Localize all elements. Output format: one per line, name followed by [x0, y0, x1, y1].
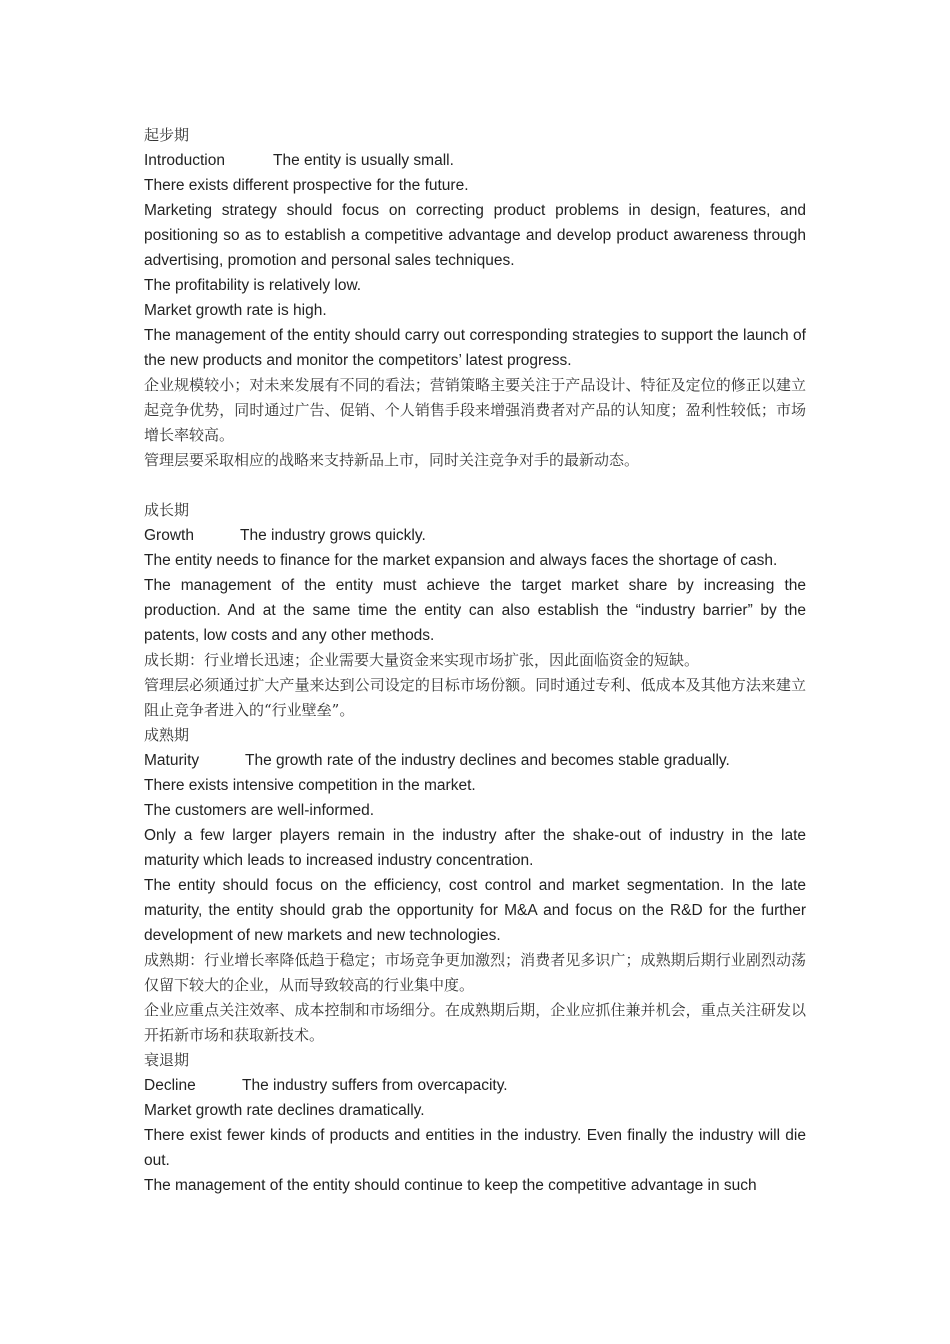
chinese-paragraph: 管理层必须通过扩大产量来达到公司设定的目标市场份额。同时通过专利、低成本及其他方法来建立阻止竞争者进入的“行业壁垒”。: [144, 676, 806, 719]
paragraph: Market growth rate is high.: [144, 302, 327, 319]
paragraph: The profitability is relatively low.: [144, 277, 362, 294]
stage-line: [144, 148, 806, 173]
stage-name: Maturity: [144, 752, 200, 769]
paragraph: There exists intensive competition in the market.: [144, 777, 476, 794]
stage-name: Growth: [144, 527, 194, 544]
section-heading: 衰退期: [144, 1051, 190, 1069]
stage-name: Introduction: [144, 152, 225, 169]
stage-description: The entity is usually small.: [273, 152, 454, 169]
stage-description: The industry grows quickly.: [240, 527, 426, 544]
section-introduction: [144, 123, 806, 473]
chinese-paragraph: 成长期：行业增长迅速；企业需要大量资金来实现市场扩张，因此面临资金的短缺。: [144, 651, 700, 669]
paragraph: The entity should focus on the efficiency, cost control and market segmentation. In the late maturity, the entity should grab the opportunity for M&A and focus on the R&D for the further development of new markets and new technologies.: [144, 877, 806, 944]
paragraph: The entity needs to finance for the market expansion and always faces the shortage of cash.: [144, 552, 778, 569]
paragraph: There exists different prospective for the future.: [144, 177, 469, 194]
section-heading: 成熟期: [144, 726, 190, 744]
section-growth: [144, 498, 806, 723]
stage-line: [144, 1073, 806, 1098]
paragraph: There exist fewer kinds of products and entities in the industry. Even finally the industry will die out.: [144, 1127, 806, 1169]
chinese-paragraph: 成熟期：行业增长率降低趋于稳定；市场竞争更加激烈；消费者见多识广；成熟期后期行业剧烈动荡仅留下较大的企业，从而导致较高的行业集中度。: [144, 951, 806, 994]
stage-line: [144, 748, 806, 773]
paragraph: The management of the entity should continue to keep the competitive advantage in such: [144, 1177, 757, 1194]
blank-line: [144, 473, 806, 498]
document-page: [144, 123, 806, 1198]
stage-description: The industry suffers from overcapacity.: [242, 1077, 508, 1094]
section-heading: 起步期: [144, 126, 190, 144]
chinese-paragraph: 企业规模较小；对未来发展有不同的看法；营销策略主要关注于产品设计、特征及定位的修正以建立起竞争优势，同时通过广告、促销、个人销售手段来增强消费者对产品的认知度；盈利性较低；市场增长率较高。: [144, 376, 806, 444]
paragraph: Marketing strategy should focus on correcting product problems in design, features, and positioning so as to establish a competitive advantage and develop product awareness through advertising, promotion and personal sales techniques.: [144, 202, 806, 269]
paragraph: Only a few larger players remain in the industry after the shake-out of industry in the late maturity which leads to increased industry concentration.: [144, 827, 806, 869]
paragraph: The management of the entity must achieve the target market share by increasing the production. And at the same time the entity can also establish the “industry barrier” by the patents, low costs and any other methods.: [144, 577, 806, 644]
stage-name: Decline: [144, 1077, 196, 1094]
stage-line: [144, 523, 806, 548]
stage-description: The growth rate of the industry declines and becomes stable gradually.: [245, 752, 730, 769]
section-heading: 成长期: [144, 501, 190, 519]
section-decline: [144, 1048, 806, 1198]
paragraph: The management of the entity should carry out corresponding strategies to support the launch of the new products and monitor the competitors’ latest progress.: [144, 327, 806, 369]
chinese-paragraph: 管理层要采取相应的战略来支持新品上市，同时关注竞争对手的最新动态。: [144, 451, 640, 469]
chinese-paragraph: 企业应重点关注效率、成本控制和市场细分。在成熟期后期，企业应抓住兼并机会，重点关注研发以开拓新市场和获取新技术。: [144, 1001, 806, 1044]
section-maturity: [144, 723, 806, 1048]
paragraph: Market growth rate declines dramatically.: [144, 1102, 425, 1119]
paragraph: The customers are well-informed.: [144, 802, 374, 819]
